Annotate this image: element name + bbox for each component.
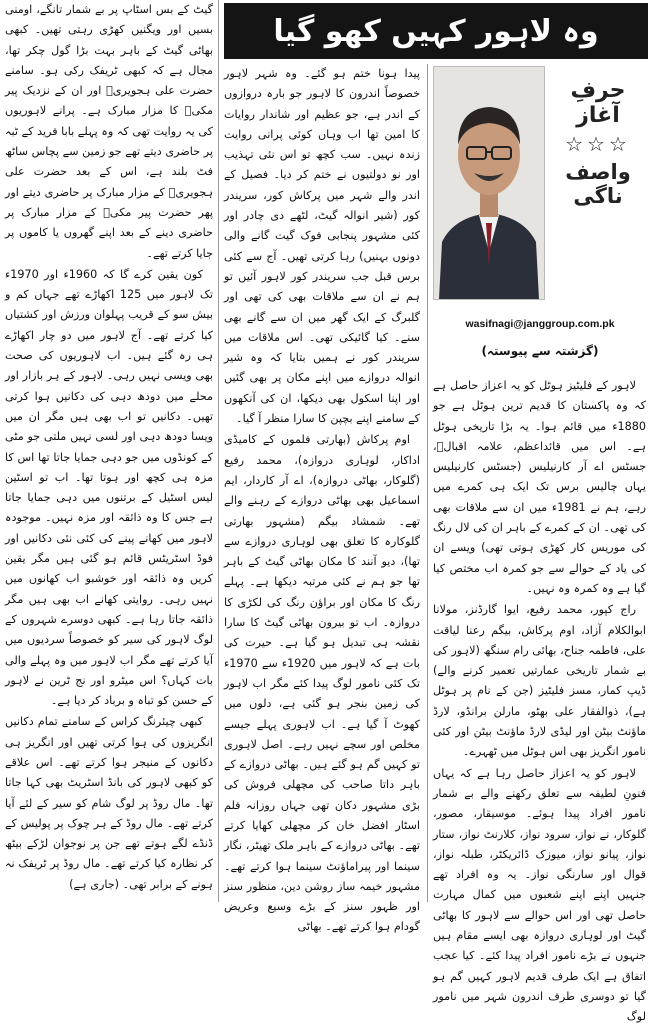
author-email[interactable]: wasifnagi@janggroup.com.pk [465,318,615,330]
author-photo [433,66,545,300]
paragraph: کون یقین کرے گا کہ 1960ء اور 1970ء تک لاہور میں 125 اکھاڑے تھے جہاں کم و بیش سو کے قریب پہلوان ورزش اور کشتیاں کیا کرتے تھے۔ آج لاہور میں دو چار اکھاڑے ہی رہ گئے ہیں۔ اب لاہوریوں کی صحت بھی ویسی نہیں رہی۔ لاہور کے ہر بازار اور محلے میں دودھ دہی کی دکانیں ہوا کرتی تھیں۔ دکانیں تو اب بھی ہیں مگر ان میں ویسا دودھ دہی اور لسی نہیں ملتی جو مٹی کے کونڈوں میں جو دہی جمایا جاتا تھا اس کا مزہ ہی کچھ اور ہوتا تھا۔ اب تو اسٹین لیس اسٹیل کے برتنوں میں دہی جمایا جاتا ہے جس کا وہ ذائقہ اور مزہ نہیں۔ موجودہ لاہور میں کھانے پینے کی کئی نئی دکانیں اور فوڈ اسٹریٹس قائم ہو گئی ہیں مگر یقین کریں وہ ذائقہ اور خوشبو اب کھانوں میں نہیں رہی۔ روایتی کھانے اب بھی ہیں مگر ذائقہ جاتا رہا ہے۔ کبھی دوسرے شہروں کے لوگ لاہور کی سیر کو خصوصاً سردیوں میں آیا کرتے تھے مگر اب لاہور میں وہ پہلے والی بات کہاں؟ اس میٹرو اور نج ٹرین نے لاہور کے حسن کو تباہ و برباد کر دیا ہے۔ [5,267,213,708]
author-name: واصف ناگی [565,160,631,208]
paragraph: لاہور کے فلیٹیز ہوٹل کو یہ اعزاز حاصل ہے کہ وہ پاکستان کا قدیم ترین ہوٹل ہے جو 1880ء میں قائم ہوا۔ یہ بڑا تاریخی ہوٹل ہے۔ اس میں قائداعظم، علامہ اقبالؒ، جسٹس اے آر کارنیلیس (جسٹس کارنیلیس یہاں چالیس برس تک ایک ہی کمرے میں رہے، ہم نے 1981ء میں ان سے ملاقات بھی کی تھی۔ ان کے کمرے کے باہر ان کی لال رنگ کی موریس کار کھڑی ہوتی تھی) ویسے ان کی یاد کے حوالے سے جو کمرہ اب مختص کیا گیا ہے وہ کمرہ وہ نہیں۔ [433,379,647,595]
paragraph: کبھی چیئرنگ کراس کے سامنے تمام دکانیں انگریزوں کی ہوا کرتی تھیں اور انگریز ہی دکانوں کے منیجر ہوا کرتے تھے۔ اس علاقے کو کبھی لاہور کی بانڈ اسٹریٹ بھی کہا جاتا تھا۔ مال روڈ پر لوگ شام کو سیر کے لئے آیا کرتے تھے۔ مال روڈ کے ہر چوک پر پولیس کے ڈنڈے لگے ہوتے تھے جن پر نوجوان لڑکے بیٹھ کر نظارہ کیا کرتے تھے۔ مال روڈ پر ٹریفک نہ ہونے کے برابر تھی۔ (جاری ہے) [5,715,213,891]
author-portrait-icon [434,67,544,299]
column-divider [218,0,219,902]
paragraph: راج کپور، محمد رفیع، ایوا گارڈنز، مولانا ابوالکلام آزاد، اوم پرکاش، بیگم رعنا لیاقت علی، فاطمہ جناح، بھائی رام سنگھ (لاہور کی بے شمار تاریخی عمارتیں تعمیر کرنے والے) ڈیپ کمار، مسز فلیٹیز (جن کے نام پر ہوٹل ہے)، ذوالفقار علی بھٹو، مارلن برانڈو، لارڈ ماؤنٹ بیٹن اور لیڈی لارڈ ماؤنٹ بیٹن اور کئی نامور انگریز بھی اس ہوٹل میں ٹھہرے۔ [433,603,646,759]
paragraph: گیٹ کے بس اسٹاپ پر بے شمار تانگے، اومنی بسیں اور ویگنیں کھڑی رہتی تھیں۔ کبھی بھاٹی گیٹ کے باہر بہت بڑا گول چکر تھا، مجال ہے کہ کبھی ٹریفک رکی ہو۔ سامنے حضرت علی ہجویریؒ اور ان کے نزدیک پیر مکیؒ کا مزار مبارک ہے۔ پرانے لاہوریوں کی یہ روایت تھی کہ وہ پہلے بابا فرید کے ٹبہ پر حاضری دیتے تھے جو زمین سے پچاس ساٹھ فٹ بلند ہے، اس کے بعد حضرت علی ہجویریؒ کے مزار مبارک پر حاضری دیتے اور پھر حضرت پیر مکیؒ کے مزار مبارک پر حاضری دینے کے بعد اپنے گھروں یا کاموں پر جایا کرتے تھے۔ [5,3,213,260]
paragraph: پیدا ہونا ختم ہو گئے۔ وہ شہر لاہور خصوصاً اندرون کا لاہور جو بارہ دروازوں کے اندر ہے، جو عظیم اور شاندار روایات کا امین تھا اب وہاں کوئی پرانی روایت زندہ نہیں۔ سب کچھ تو اس نئی تہذیب اور نو دولتیوں نے ختم کر دیا۔ فصیل کے اندر والے شہر میں پرکاش کور، سریندر کور (شیر انوالہ گیٹ، لٹھے دی چادر اور کئی مشہور پنجابی فوک گیت گانے والی دونوں بہنیں) رہا کرتی تھیں۔ آج سے کئی برس قبل جب سریندر کور لاہور آئیں تو ہم نے ان سے ملاقات بھی کی تھی اور گلبرگ کے ایک گھر میں ان سے گانے بھی سنے۔ کیا گائیکی تھی۔ اس ملاقات میں سریندر کور نے ہمیں بتایا کہ وہ شیر انوالہ دروازے میں اپنے مکان پر بھی گئیں اور اپنا اسکول بھی دیکھا، ان کی آنکھوں کے سامنے اپنے بچپن کا سارا منظر آ گیا۔ [224,67,420,426]
article-column-middle [224,64,420,934]
article-column-right [433,376,647,1024]
headline: وہ لاہور کہیں کھو گیا [224,3,648,59]
paragraph: اوم پرکاش (بھارتی فلموں کے کامیڈی اداکار، لوہاری دروازہ)، محمد رفیع (گلوکار، بھاٹی دروازہ)، اے آر کاردار، ایم اسماعیل بھی بھاٹی دروازے کے رہنے والے تھے۔ شمشاد بیگم (مشہور بھارتی گلوکارہ کا تعلق بھی لوہاری دروازے سے تھا)، دیو آنند کا مکان بھاٹی گیٹ کے باہر تھا جو ہم نے کئی مرتبہ دیکھا ہے۔ پہلے رنگ کا مکان اور براؤن رنگ کی لکڑی کا دروازہ۔ اب تو بیرون بھاٹی گیٹ کا سارا نقشہ ہی تبدیل ہو گیا ہے۔ حیرت کی بات ہے کہ لاہور میں 1920ء سے 1970ء تک کئی نامور لوگ پیدا کئے مگر اب لاہور کی زمین بنجر ہو گئی ہے، دلوں میں کھوٹ آ گیا ہے۔ اب لاہوری پہلے جیسے مخلص اور سچے نہیں رہے۔ اصل لاہوری تو کہیں گم ہو گئے ہیں۔ بھاٹی دروازے کے باہر داتا صاحب کی مچھلی فروش کی بڑی مشہور دکان تھی جہاں روزانہ فلم اسٹار افضل خان کر مچھلی کھایا کرتے تھے۔ بھاٹی دروازے کے باہر ملک تھیٹر، نگار سینما اور پیراماؤنٹ سینما ہوا کرتے تھے۔ مشہور خیمہ ساز روشن دین، منظور سنز اور ظہور سنز کے بڑے وسیع وعریض گودام ہوا کرتے تھے۔ بھاٹی [224,433,420,934]
paragraph: لاہور کو یہ اعزاز حاصل رہا ہے کہ یہاں فنونِ لطیفہ سے تعلق رکھنے والے بے شمار نامور افراد پیدا ہوئے۔ موسیقار، مصور، گلوکار، نے نواز، سرود نواز، کلارنٹ نواز، ستار نواز، پیانو نواز، میوزک ڈائریکٹر، طبلہ نواز، قوال اور سارنگی نواز۔ یہ وہ افراد تھے جنہیں اپنے اپنے شعبوں میں کمال مہارت حاصل تھی اور اس حوالے سے لاہور کا بھاٹی گیٹ اور لوہاری دروازہ بھی ایسے مقام ہیں جنہوں نے بڑے نامور افراد پیدا کئے۔ کیا عجب اتفاق ہے ایک طرف قدیم لاہور کہیں گم ہو گیا تو دوسری طرف اندرون شہر میں نامور لوگ [433,766,646,1024]
column-name: حرفِ آغاز [570,78,626,128]
continuation-label: (گزشتہ سے پیوستہ) [481,344,599,358]
stars-ornament: ☆☆☆ [565,132,631,156]
article-column-left [5,0,213,904]
column-divider [427,64,428,902]
column-byline [548,64,648,314]
